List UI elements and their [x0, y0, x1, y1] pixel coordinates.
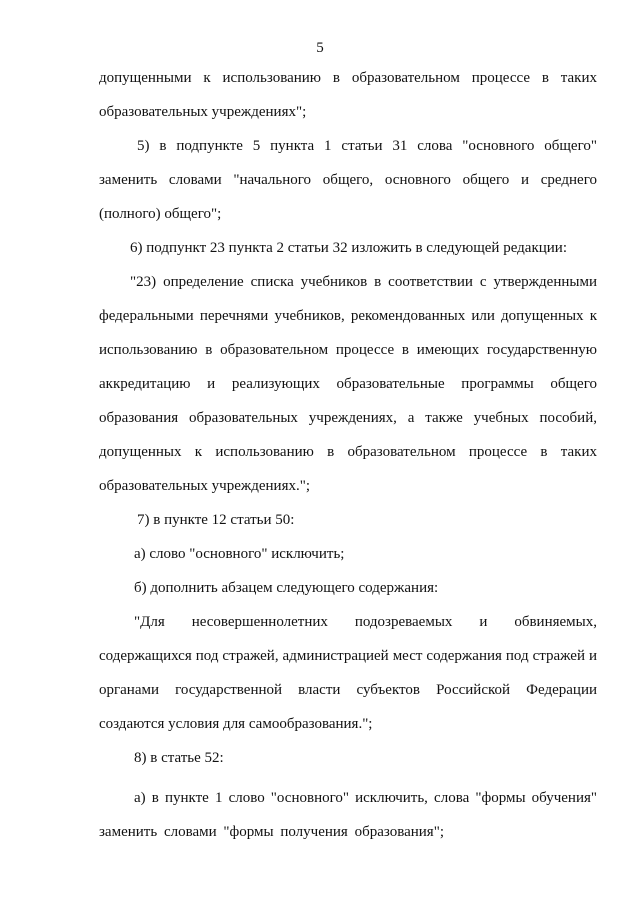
- text-line: 7) в пункте 12 статьи 50:: [137, 512, 295, 528]
- text-line: "Для несовершеннолетних подозреваемых и обвиняемых,: [134, 614, 597, 630]
- text-line: б) дополнить абзацем следующего содержания:: [134, 580, 439, 596]
- text-line: использованию в образовательном процессе в имеющих государственную: [99, 342, 597, 358]
- text-line: заменить словами "формы получения образования";: [99, 824, 444, 840]
- text-line: а) слово "основного" исключить;: [134, 546, 345, 562]
- text-line: содержащихся под стражей, администрацией мест содержания под стражей и: [99, 648, 597, 664]
- text-line: 5) в подпункте 5 пункта 1 статьи 31 слова "основного общего": [137, 138, 597, 154]
- text-line: (полного) общего";: [99, 206, 222, 222]
- text-line: образования образовательных учреждениях, а также учебных пособий,: [99, 410, 597, 426]
- text-line: а) в пункте 1 слово "основного" исключить, слова "формы обучения": [134, 790, 597, 806]
- text-line: федеральными перечнями учебников, рекомендованных или допущенных к: [99, 308, 597, 324]
- text-line: "23) определение списка учебников в соответствии с утвержденными: [130, 274, 597, 290]
- text-line: создаются условия для самообразования.";: [99, 716, 373, 732]
- page-number: 5: [316, 40, 324, 56]
- text-line: аккредитацию и реализующих образовательные программы общего: [99, 376, 597, 392]
- text-line: образовательных учреждениях";: [99, 104, 307, 120]
- text-line: образовательных учреждениях.";: [99, 478, 311, 494]
- text-line: 8) в статье 52:: [134, 750, 224, 766]
- text-line: допущенными к использованию в образовательном процессе в таких: [99, 70, 597, 86]
- text-line: допущенных к использованию в образовательном процессе в таких: [99, 444, 597, 460]
- text-line: 6) подпункт 23 пункта 2 статьи 32 изложить в следующей редакции:: [130, 240, 567, 256]
- text-line: органами государственной власти субъектов Российской Федерации: [99, 682, 597, 698]
- text-line: заменить словами "начального общего, основного общего и среднего: [99, 172, 597, 188]
